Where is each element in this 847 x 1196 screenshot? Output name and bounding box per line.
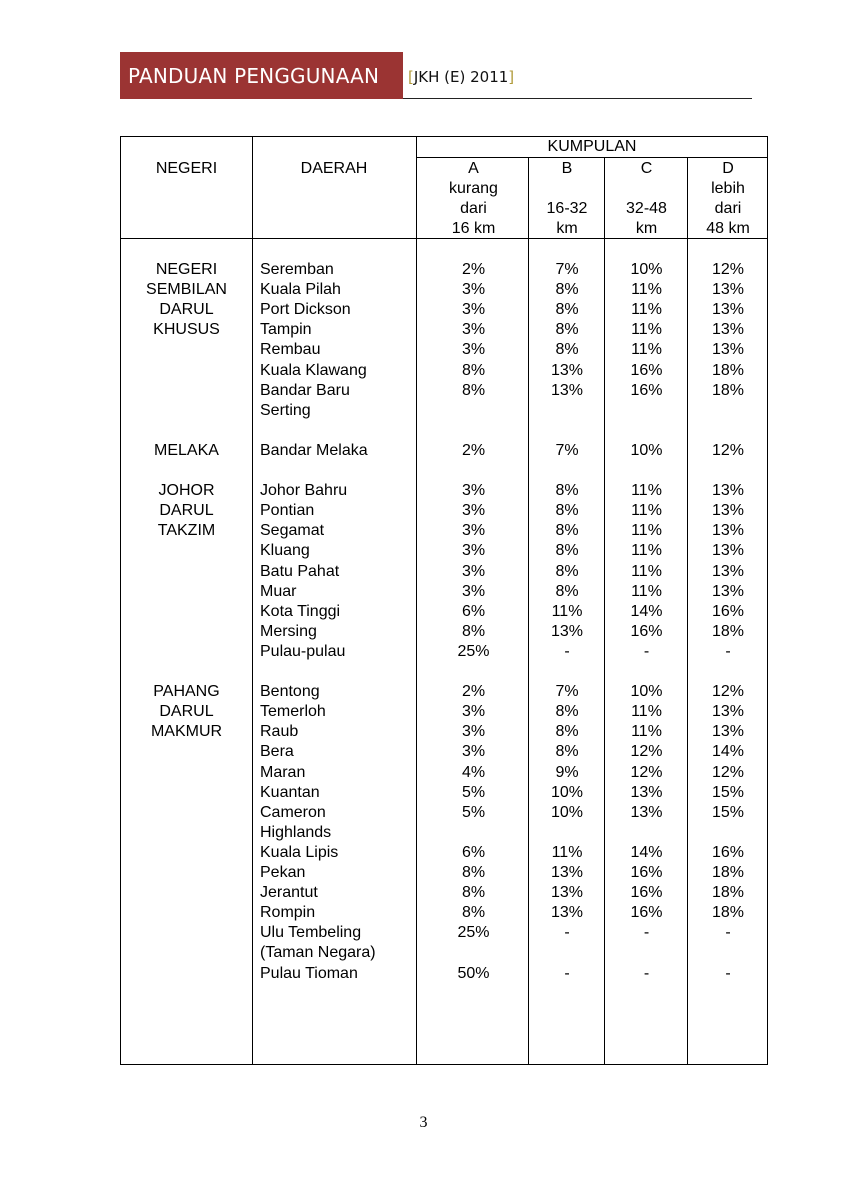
table-row xyxy=(0,783,847,803)
group-c-cell: 12% xyxy=(630,743,663,761)
group-c-cell: - xyxy=(643,964,650,982)
group-c-cell: 16% xyxy=(630,381,663,399)
group-b-cell: 13% xyxy=(550,904,584,922)
negeri-cell: MAKMUR xyxy=(150,723,223,741)
group-d-cell: 13% xyxy=(711,522,745,540)
table-row xyxy=(0,964,847,984)
group-a-cell: 3% xyxy=(461,281,486,299)
group-a-cell: 3% xyxy=(461,522,486,540)
group-d-cell: 13% xyxy=(711,703,745,721)
table-row xyxy=(0,722,847,742)
group-b-cell: 8% xyxy=(555,703,579,721)
group-d-cell: 18% xyxy=(711,622,745,640)
group-c-cell: - xyxy=(643,924,650,942)
group-b-cell: 10% xyxy=(550,783,584,801)
group-b-line: 16-32 xyxy=(546,200,588,217)
table-row xyxy=(0,863,847,883)
document-title: PANDUAN PENGGUNAAN xyxy=(128,63,380,88)
group-a-cell: 3% xyxy=(461,723,486,741)
daerah-cell: Kuala Pilah xyxy=(260,281,341,299)
group-a-cell: 3% xyxy=(461,743,486,761)
negeri-cell: SEMBILAN xyxy=(146,281,227,299)
daerah-cell: Highlands xyxy=(260,823,332,841)
group-d-letter: D xyxy=(722,160,734,177)
bracket-close: ] xyxy=(508,68,515,86)
group-a-line: dari xyxy=(460,200,487,217)
daerah-cell: Temerloh xyxy=(260,703,326,721)
table-row xyxy=(0,320,847,340)
group-c-cell: 11% xyxy=(631,301,662,319)
header-negeri: NEGERI xyxy=(155,160,218,177)
daerah-cell: Mersing xyxy=(260,622,317,640)
group-d-line: dari xyxy=(714,200,742,217)
group-a-cell: 25% xyxy=(457,642,490,660)
daerah-cell: Port Dickson xyxy=(260,301,351,319)
group-b-cell: - xyxy=(564,924,570,942)
group-d-cell: 13% xyxy=(711,582,745,600)
group-b-cell: 13% xyxy=(550,884,584,902)
group-c-cell: 11% xyxy=(631,482,662,500)
daerah-cell: Raub xyxy=(260,723,299,741)
group-a-cell: 3% xyxy=(461,301,486,319)
daerah-cell: Rembau xyxy=(260,341,321,359)
group-d-cell: 12% xyxy=(711,261,745,278)
group-c-cell: 10% xyxy=(630,683,663,701)
daerah-cell: Kuantan xyxy=(260,783,320,801)
table-row xyxy=(0,702,847,722)
reference-code: JKH (E) 2011 xyxy=(413,68,509,86)
table-row xyxy=(0,521,847,541)
table-row xyxy=(0,883,847,903)
group-d-cell: 13% xyxy=(711,542,745,560)
group-b-cell: 9% xyxy=(555,763,579,781)
daerah-cell: Kluang xyxy=(260,542,310,560)
group-c-cell: 11% xyxy=(631,562,662,580)
group-b-cell: 10% xyxy=(550,803,584,821)
group-c-cell: 16% xyxy=(630,884,663,902)
table-row xyxy=(0,562,847,582)
group-b-cell: 13% xyxy=(550,864,584,881)
group-a-cell: 3% xyxy=(461,502,486,520)
group-b-cell: 8% xyxy=(555,281,579,299)
negeri-cell: DARUL xyxy=(159,502,214,520)
table-row xyxy=(0,481,847,501)
group-b-cell: - xyxy=(564,964,570,982)
table-row xyxy=(0,742,847,762)
table-row xyxy=(0,763,847,783)
group-c-cell: 11% xyxy=(631,341,662,359)
group-d-cell: 13% xyxy=(711,562,745,580)
group-c-cell: 11% xyxy=(631,703,662,721)
table-row xyxy=(0,943,847,963)
daerah-cell: Pontian xyxy=(260,502,315,520)
group-d-cell: - xyxy=(725,964,731,982)
group-d-line: 48 km xyxy=(706,220,750,237)
table-row xyxy=(0,280,847,300)
group-c-line: km xyxy=(635,220,658,237)
group-c-cell: 13% xyxy=(630,803,663,821)
table-row xyxy=(0,260,847,280)
group-d-cell: 15% xyxy=(711,803,745,821)
group-c-cell: 14% xyxy=(630,843,663,861)
group-c-cell: 16% xyxy=(630,361,663,379)
group-b-line: km xyxy=(556,220,578,237)
daerah-cell: Kota Tinggi xyxy=(260,602,341,620)
daerah-cell: Batu Pahat xyxy=(260,562,340,580)
table-row xyxy=(0,501,847,521)
negeri-cell: NEGERI xyxy=(155,261,218,278)
group-b-cell: 7% xyxy=(555,683,579,701)
group-c-cell: 11% xyxy=(631,502,662,520)
table-row xyxy=(0,582,847,602)
negeri-cell: JOHOR xyxy=(158,482,215,500)
group-a-cell: 4% xyxy=(461,763,486,781)
group-c-cell: 10% xyxy=(630,261,663,278)
group-b-cell: 8% xyxy=(555,743,579,761)
table-row xyxy=(0,823,847,843)
group-c-cell: 11% xyxy=(631,723,662,741)
negeri-cell: DARUL xyxy=(159,301,214,319)
daerah-cell: Muar xyxy=(260,582,297,600)
table-row xyxy=(0,361,847,381)
group-a-cell: 25% xyxy=(457,924,490,942)
table-row xyxy=(0,401,847,421)
group-header-divider xyxy=(416,157,768,158)
group-b-cell: 8% xyxy=(555,502,579,520)
group-b-cell: 8% xyxy=(555,522,579,540)
group-c-cell: 16% xyxy=(630,864,663,881)
table-row xyxy=(0,662,847,682)
group-d-cell: 16% xyxy=(711,843,745,861)
group-d-cell: 13% xyxy=(711,482,745,500)
group-c-cell: 13% xyxy=(630,783,663,801)
group-d-cell: 13% xyxy=(711,281,745,299)
negeri-cell: MELAKA xyxy=(154,441,219,459)
group-b-cell: 8% xyxy=(555,301,579,319)
group-b-cell: 7% xyxy=(555,261,579,278)
group-d-cell: 13% xyxy=(711,341,745,359)
table-row xyxy=(0,340,847,360)
group-a-cell: 3% xyxy=(461,582,486,600)
group-a-cell: 8% xyxy=(461,884,486,902)
table-row xyxy=(0,541,847,561)
table-row xyxy=(0,300,847,320)
daerah-cell: Bera xyxy=(260,743,294,761)
group-c-cell: 16% xyxy=(630,904,663,922)
group-b-cell: 8% xyxy=(555,562,579,580)
group-a-cell: 6% xyxy=(461,843,486,861)
daerah-cell: Maran xyxy=(260,763,306,781)
group-b-cell: 13% xyxy=(550,361,584,379)
group-a-cell: 3% xyxy=(461,542,486,560)
daerah-cell: Johor Bahru xyxy=(260,482,348,500)
negeri-cell: TAKZIM xyxy=(157,522,216,540)
table-row xyxy=(0,441,847,461)
group-c-cell: 12% xyxy=(630,763,663,781)
group-b-cell: 8% xyxy=(555,723,579,741)
group-a-cell: 8% xyxy=(461,361,486,379)
table-row xyxy=(0,682,847,702)
group-d-cell: 13% xyxy=(711,321,745,339)
group-a-cell: 50% xyxy=(457,964,490,982)
group-b-cell: 8% xyxy=(555,582,579,600)
daerah-cell: Kuala Lipis xyxy=(260,843,339,861)
header-daerah: DAERAH xyxy=(300,160,368,177)
group-d-line: lebih xyxy=(711,180,745,197)
group-a-line: 16 km xyxy=(451,220,496,237)
group-b-cell: 8% xyxy=(555,482,579,500)
header-rule xyxy=(403,98,752,99)
daerah-cell: Kuala Klawang xyxy=(260,361,367,379)
table-row xyxy=(0,622,847,642)
table-row xyxy=(0,803,847,823)
group-d-cell: 18% xyxy=(711,361,745,379)
group-c-cell: 11% xyxy=(631,281,662,299)
table-row xyxy=(0,642,847,662)
group-b-cell: 8% xyxy=(555,542,579,560)
group-a-cell: 3% xyxy=(461,321,486,339)
group-a-cell: 3% xyxy=(461,562,486,580)
group-a-cell: 3% xyxy=(461,703,486,721)
group-c-cell: 14% xyxy=(630,602,663,620)
group-b-cell: 13% xyxy=(550,381,584,399)
daerah-cell: Cameron xyxy=(260,803,326,821)
group-b-cell: 11% xyxy=(551,602,583,620)
daerah-cell: Seremban xyxy=(260,261,334,278)
table-row xyxy=(0,461,847,481)
group-d-cell: 15% xyxy=(711,783,745,801)
group-d-cell: 14% xyxy=(711,743,745,761)
document-reference xyxy=(408,68,514,86)
daerah-cell: Pekan xyxy=(260,864,306,881)
group-d-cell: - xyxy=(725,642,731,660)
group-d-cell: - xyxy=(725,924,731,942)
table-row xyxy=(0,381,847,401)
group-c-cell: 11% xyxy=(631,582,662,600)
group-a-cell: 3% xyxy=(461,341,486,359)
group-d-cell: 12% xyxy=(711,763,745,781)
group-c-line: 32-48 xyxy=(626,200,667,217)
table-row xyxy=(0,903,847,923)
bracket-open: [ xyxy=(408,68,414,86)
group-c-cell: 11% xyxy=(631,522,662,540)
table-row xyxy=(0,843,847,863)
group-c-cell: - xyxy=(643,642,650,660)
group-a-cell: 5% xyxy=(461,783,486,801)
group-a-cell: 2% xyxy=(461,441,486,459)
group-b-cell: 13% xyxy=(550,622,584,640)
group-d-cell: 13% xyxy=(711,502,745,520)
daerah-cell: Ulu Tembeling xyxy=(260,924,362,942)
group-d-cell: 18% xyxy=(711,884,745,902)
daerah-cell: Serting xyxy=(260,401,311,419)
group-c-cell: 16% xyxy=(630,622,663,640)
group-b-letter: B xyxy=(561,160,573,177)
group-a-cell: 8% xyxy=(461,381,486,399)
daerah-cell: Segamat xyxy=(260,522,325,540)
daerah-cell: (Taman Negara) xyxy=(260,944,376,962)
table-row xyxy=(0,923,847,943)
group-c-cell: 11% xyxy=(631,321,662,339)
group-a-cell: 5% xyxy=(461,803,486,821)
header-kumpulan: KUMPULAN xyxy=(547,138,637,155)
group-b-cell: 11% xyxy=(551,843,583,861)
group-d-cell: 16% xyxy=(711,602,745,620)
daerah-cell: Pulau-pulau xyxy=(260,642,346,660)
group-a-cell: 2% xyxy=(461,261,486,278)
group-b-cell: 8% xyxy=(555,341,579,359)
table-row xyxy=(0,421,847,441)
negeri-cell: PAHANG xyxy=(153,683,220,701)
group-d-cell: 13% xyxy=(711,723,745,741)
group-c-letter: C xyxy=(640,160,653,177)
group-a-cell: 8% xyxy=(461,864,486,881)
group-b-cell: - xyxy=(564,642,570,660)
group-c-cell: 10% xyxy=(630,441,663,459)
daerah-cell: Bentong xyxy=(260,683,320,701)
table-row xyxy=(0,602,847,622)
daerah-cell: Bandar Melaka xyxy=(260,441,368,459)
group-d-cell: 13% xyxy=(711,301,745,319)
negeri-cell: DARUL xyxy=(159,703,214,721)
group-a-cell: 2% xyxy=(461,683,486,701)
daerah-cell: Bandar Baru xyxy=(260,381,350,399)
daerah-cell: Pulau Tioman xyxy=(260,964,358,982)
group-a-cell: 8% xyxy=(461,904,486,922)
group-a-letter: A xyxy=(468,160,479,177)
page-number: 3 xyxy=(419,1114,428,1131)
group-b-cell: 7% xyxy=(555,441,579,459)
document-title-band xyxy=(120,52,403,99)
negeri-cell: KHUSUS xyxy=(153,321,220,339)
daerah-cell: Rompin xyxy=(260,904,316,922)
group-d-cell: 18% xyxy=(711,904,745,922)
group-d-cell: 12% xyxy=(711,441,745,459)
group-a-cell: 8% xyxy=(461,622,486,640)
group-a-cell: 3% xyxy=(461,482,486,500)
daerah-cell: Tampin xyxy=(260,321,312,339)
group-d-cell: 18% xyxy=(711,864,745,881)
group-b-cell: 8% xyxy=(555,321,579,339)
group-d-cell: 12% xyxy=(711,683,745,701)
group-a-cell: 6% xyxy=(461,602,486,620)
group-a-line: kurang xyxy=(449,180,498,197)
group-d-cell: 18% xyxy=(711,381,745,399)
group-c-cell: 11% xyxy=(631,542,662,560)
daerah-cell: Jerantut xyxy=(260,884,318,902)
